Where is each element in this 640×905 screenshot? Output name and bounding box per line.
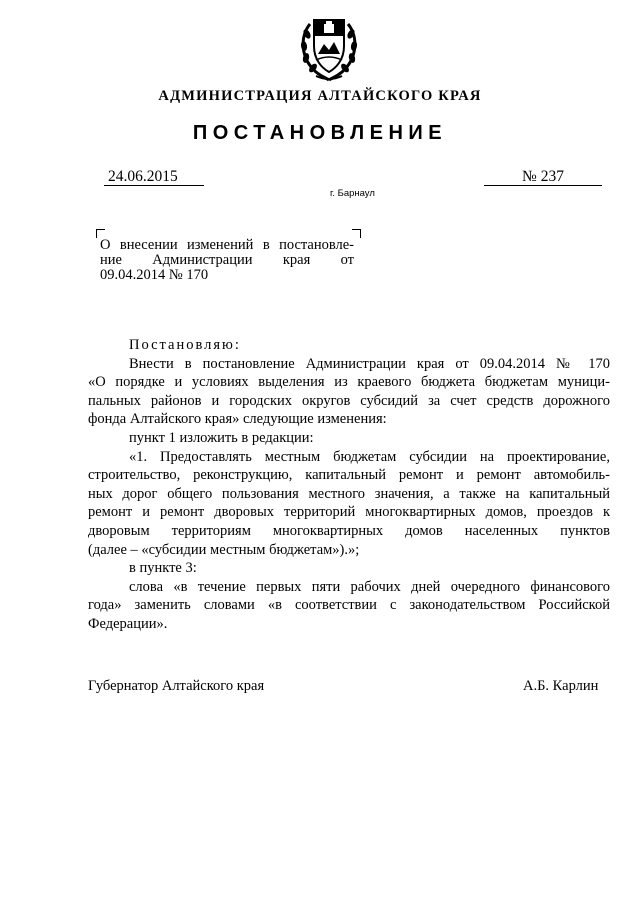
document-title	[100, 238, 354, 283]
title-line: О внесении изменений в постановле-	[100, 237, 354, 253]
document-city: г. Барнаул	[330, 188, 375, 199]
body-line: Внести в постановление Администрации края от 09.04.2014 № 170	[129, 355, 610, 372]
document-date: 24.06.2015	[104, 168, 204, 186]
body-line: пункт 1 изложить в редакции:	[129, 429, 314, 446]
signatory-title: Губернатор Алтайского края	[88, 678, 265, 694]
resolve-word: Постановляю:	[129, 337, 241, 353]
body-line: «О порядке и условиях выделения из краевого бюджета бюджетам муници-	[88, 374, 610, 391]
document-number: № 237	[484, 168, 602, 186]
body-line: «1. Предоставлять местным бюджетам субсидии на проектирование,	[129, 448, 610, 465]
coat-of-arms-emblem	[296, 10, 362, 82]
body-line: года» заменить словами «в соответствии с законодательством Российской	[88, 597, 610, 614]
document-body	[88, 336, 610, 634]
body-line: ремонт и ремонт дворовых территорий многоквартирных домов, проездов к	[88, 504, 610, 521]
body-line: фонда Алтайского края» следующие изменения:	[88, 411, 387, 428]
body-line: строительство, реконструкцию, капитальный ремонт и ремонт автомобиль-	[88, 467, 610, 484]
title-line: ние Администрации края от	[100, 252, 354, 268]
body-line: пальных районов и городских округов субсидий за счет средств дорожного	[88, 392, 610, 409]
body-line: (далее – «субсидии местным бюджетам»).»;	[88, 541, 360, 558]
body-line: Федерации».	[88, 615, 168, 632]
body-line: дворовым территориям многоквартирных домов населенных пунктов	[88, 522, 610, 539]
document-type: ПОСТАНОВЛЕНИЕ	[192, 122, 448, 144]
body-line: ных дорог общего пользования местного значения, а также на капитальный	[88, 485, 610, 502]
body-line: слова «в течение первых пяти рабочих дней очередного финансового	[129, 578, 610, 595]
signatory-name: А.Б. Карлин	[523, 678, 599, 694]
organization-name: АДМИНИСТРАЦИЯ АЛТАЙСКОГО КРАЯ	[158, 88, 482, 104]
title-line: 09.04.2014 № 170	[100, 267, 209, 283]
body-line: в пункте 3:	[129, 560, 197, 577]
